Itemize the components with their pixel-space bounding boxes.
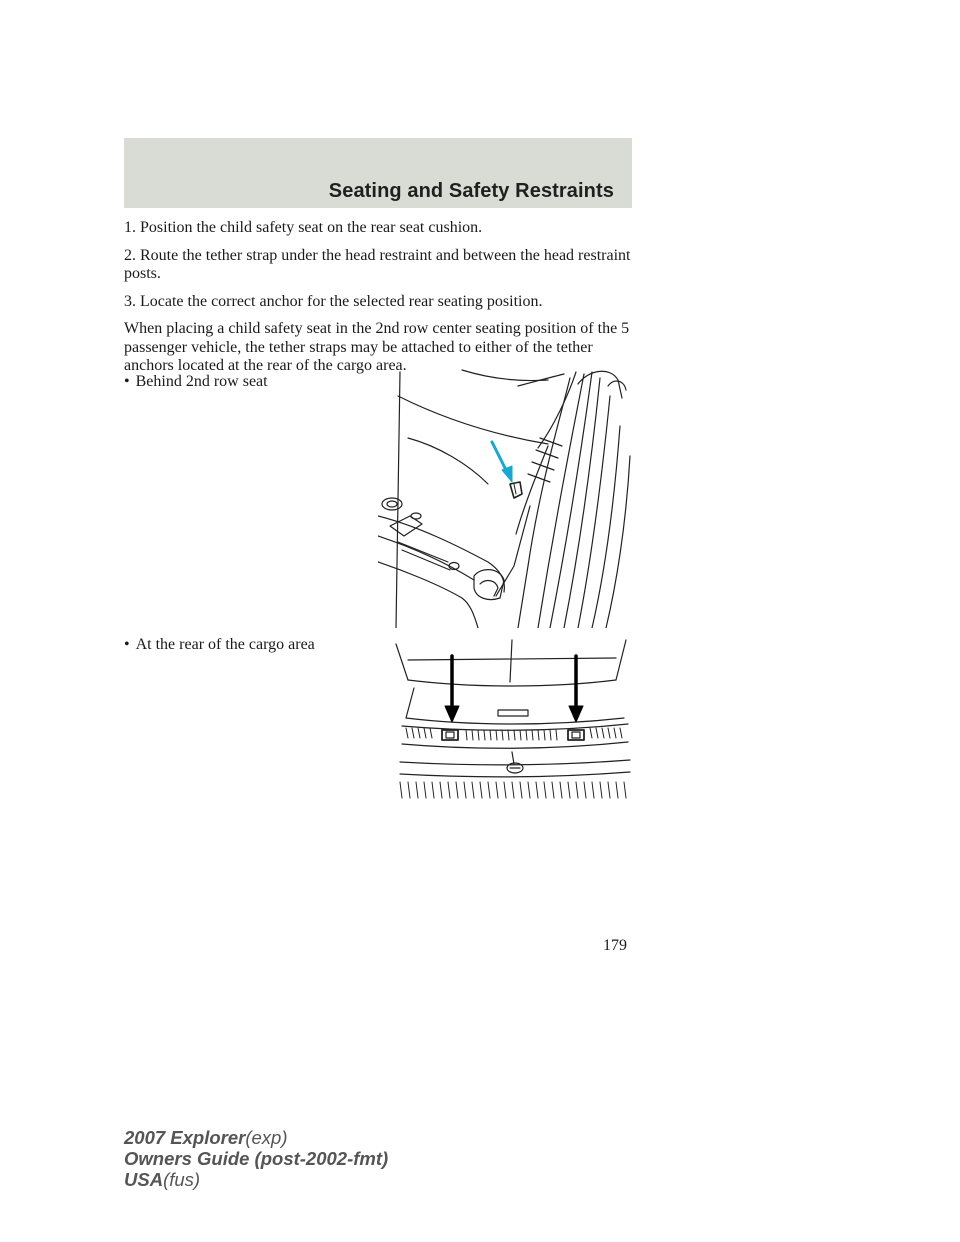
document-footer <box>124 1127 388 1190</box>
bullet-dot: • <box>124 373 130 390</box>
pointer-arrow-head <box>502 466 512 482</box>
page-number: 179 <box>603 937 627 954</box>
bullet-label: At the rear of the cargo area <box>135 636 315 653</box>
body-text <box>124 219 634 385</box>
seat-back-anchor-illustration <box>378 366 634 628</box>
step-1: 1. Position the child safety seat on the rear seat cushion. <box>124 219 483 236</box>
paragraph-tether-anchors: When placing a child safety seat in the 2nd row center seating position of the 5 passenger vehicle, the tether straps may be attached to either of the tether anchors located at the rear of the cargo area. <box>124 320 630 374</box>
step-2: 2. Route the tether strap under the head restraint and between the head restraint posts. <box>124 246 631 282</box>
bullet-rear-cargo <box>124 636 315 654</box>
footer-line-3: USA(fus) <box>124 1169 201 1190</box>
footer-line-1: 2007 Explorer(exp) <box>124 1127 288 1148</box>
step-3: 3. Locate the correct anchor for the selected rear seating position. <box>124 292 543 310</box>
bullet-label: Behind 2nd row seat <box>135 373 268 390</box>
section-title: Seating and Safety Restraints <box>328 180 614 202</box>
bullet-dot: • <box>124 636 130 653</box>
footer-line-2: Owners Guide (post-2002-fmt) <box>124 1148 389 1169</box>
bullet-behind-2nd-row <box>124 373 268 391</box>
cargo-area-anchors-illustration <box>392 636 632 802</box>
section-header-band <box>124 138 632 208</box>
